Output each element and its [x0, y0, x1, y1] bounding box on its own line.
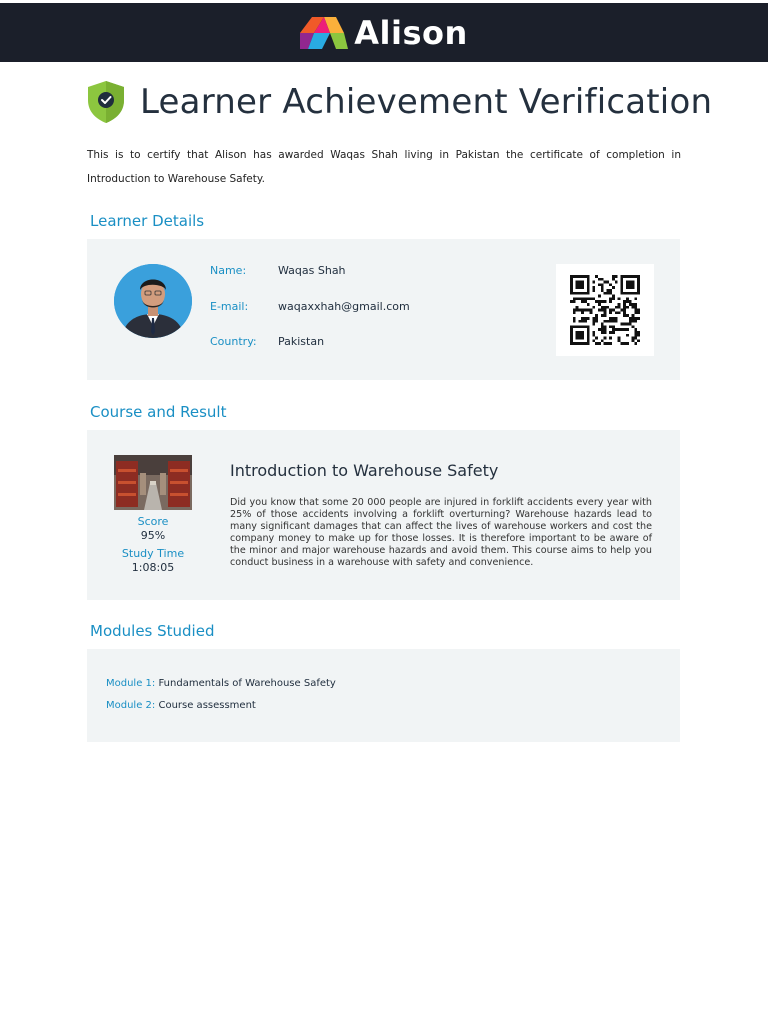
score-value: 95% [140, 529, 166, 542]
score-label: Score [137, 515, 169, 528]
study-time-value: 1:08:05 [131, 561, 175, 574]
qr-code[interactable] [556, 264, 654, 356]
name-value: Waqas Shah [278, 264, 346, 277]
shield-check-icon [86, 80, 126, 124]
course-result-heading: Course and Result [90, 403, 227, 421]
country-value: Pakistan [278, 335, 325, 348]
profile-photo [114, 264, 192, 338]
name-label: Name: [210, 264, 247, 277]
module-number: Module 1: [106, 678, 156, 689]
modules-panel [87, 649, 680, 742]
certification-statement: This is to certify that Alison has awarded Waqas Shah living in Pakistan the certificate of completion in Introduction to Warehouse Safety. [87, 149, 681, 185]
course-title[interactable]: Introduction to Warehouse Safety [230, 461, 499, 480]
course-description: Did you know that some 20 000 people are injured in forklift accidents every year with 25% of those accidents involving a forklift overturning? Warehouse hazards lead to many significant damages that can affect the lives of warehouse workers and cost the company money to make up for those losses. It is therefore important to be aware of the minor and major warehouse hazards and avoid them. This course aims to help you conduct business in a warehouse with safety and convenience. [230, 497, 652, 568]
module-number: Module 2: [106, 700, 156, 711]
qr-code-icon [568, 275, 642, 345]
module-item [106, 700, 256, 711]
warehouse-photo [114, 455, 192, 510]
study-time-label: Study Time [121, 547, 185, 560]
site-header [0, 0, 768, 62]
module-item [106, 678, 336, 689]
brand-name: Alison [354, 13, 468, 52]
title-row [86, 80, 712, 124]
module-title: Fundamentals of Warehouse Safety [158, 678, 336, 689]
learner-details-heading: Learner Details [90, 212, 205, 230]
page-title: Learner Achievement Verification [140, 82, 713, 122]
module-title: Course assessment [158, 700, 256, 711]
learner-details-panel [87, 239, 680, 380]
course-result-panel [87, 430, 680, 600]
country-label: Country: [210, 335, 257, 348]
modules-heading: Modules Studied [90, 622, 215, 640]
alison-logo[interactable] [300, 13, 468, 52]
email-value[interactable]: waqaxxhah@gmail.com [278, 300, 410, 313]
alison-logo-icon [300, 17, 348, 49]
email-label: E-mail: [210, 300, 249, 313]
